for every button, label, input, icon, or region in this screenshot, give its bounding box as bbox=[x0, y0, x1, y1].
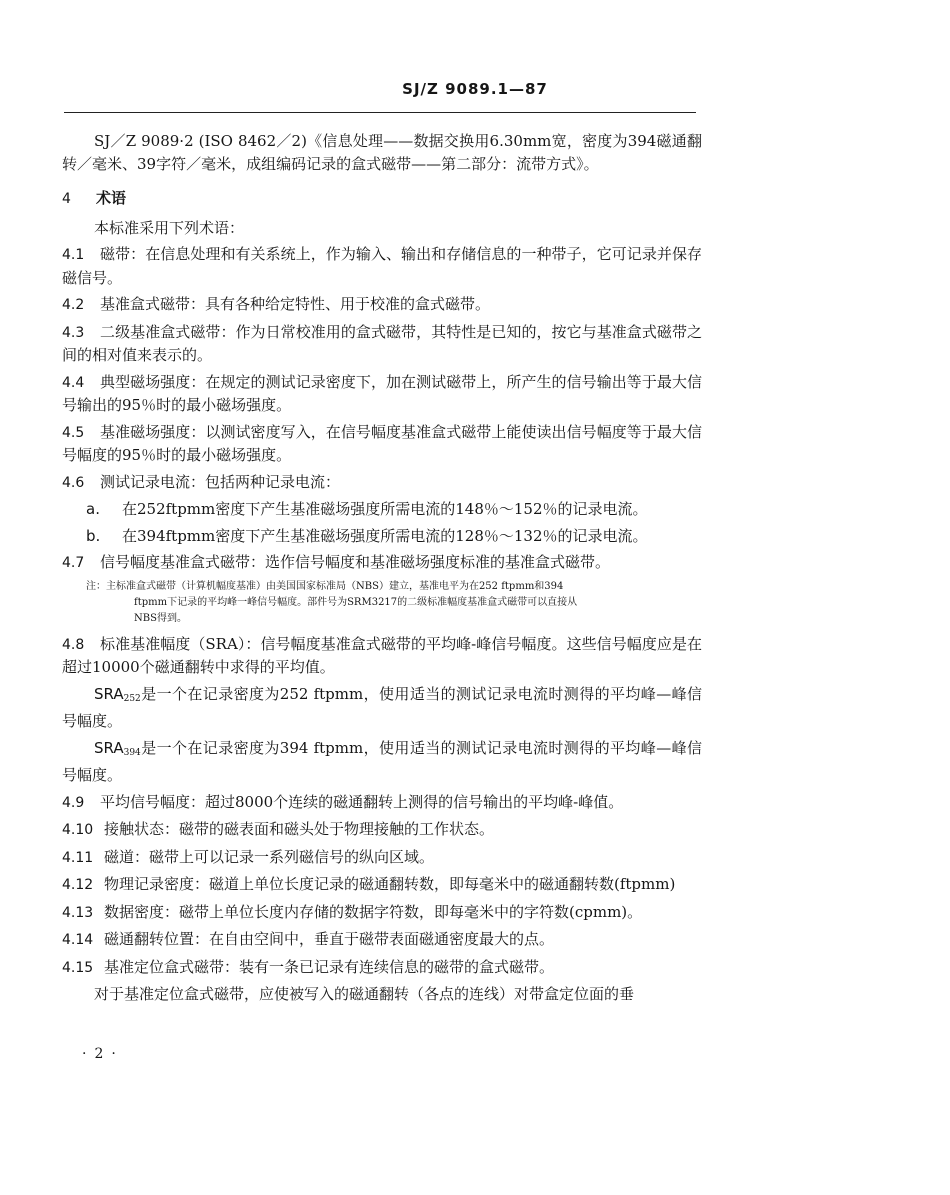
term-number: 4.11 bbox=[62, 849, 94, 866]
term-number: 4.12 bbox=[62, 877, 94, 893]
term-4-5 bbox=[62, 421, 702, 467]
sra-subscript: 252 bbox=[123, 693, 141, 704]
sra-text: 是一个在记录密度为252 ftpmm，使用适当的测试记录电流时测得的平均峰—峰信号幅度。 bbox=[62, 684, 702, 730]
intro-paragraph: SJ／Z 9089·2 (ISO 8462／2)《信息处理——数据交换用6.30mm宽，密度为394磁通翻转／毫米、39字符／毫米，成组编码记录的盒式磁带——第二部分：流带方式》。 bbox=[62, 132, 702, 173]
term-text: 物理记录密度：磁道上单位长度记录的磁通翻转数，即每毫米中的磁通翻转数(ftpmm) bbox=[104, 875, 676, 893]
sra-symbol: SRA bbox=[94, 738, 124, 757]
term-text: 基准盒式磁带：具有各种给定特性、用于校准的盒式磁带。 bbox=[100, 295, 491, 313]
sra-symbol: SRA bbox=[94, 684, 124, 703]
term-4-8 bbox=[62, 633, 702, 679]
term-4-14 bbox=[62, 928, 702, 952]
sra-394-paragraph bbox=[62, 737, 702, 787]
term-text: 数据密度：磁带上单位长度内存储的数据字符数，即每毫米中的字符数(cpmm)。 bbox=[104, 902, 643, 921]
term-text: 二级基准盒式磁带：作为日常校准用的盒式磁带，其特性是已知的，按它与基准盒式磁带之间的相对值来表示的。 bbox=[62, 322, 702, 364]
section-number: 4 bbox=[62, 191, 71, 207]
term-number: 4.14 bbox=[62, 932, 94, 948]
term-number: 4.10 bbox=[62, 822, 94, 838]
note-4-7 bbox=[86, 579, 702, 627]
term-text: 基准磁场强度：以测试密度写入，在信号幅度基准盒式磁带上能使读出信号幅度等于最大信号幅度的95％时的最小磁场强度。 bbox=[62, 422, 702, 464]
term-number: 4.5 bbox=[62, 424, 85, 441]
sra-subscript: 394 bbox=[123, 747, 141, 758]
term-number: 4.1 bbox=[62, 247, 85, 263]
note-line-1: 主标准盒式磁带（计算机幅度基准）由美国国家标准局（NBS）建立，基准电平为在252 ftpmm和394 bbox=[106, 580, 564, 592]
term-number: 4.2 bbox=[62, 297, 85, 313]
term-text: 平均信号幅度：超过8000个连续的磁通翻转上测得的信号输出的平均峰-峰值。 bbox=[100, 792, 624, 811]
term-text: 磁通翻转位置：在自由空间中，垂直于磁带表面磁通密度最大的点。 bbox=[104, 930, 555, 948]
sra-252-paragraph bbox=[62, 683, 702, 733]
term-text: 典型磁场强度：在规定的测试记录密度下，加在测试磁带上，所产生的信号输出等于最大信号输出的95％时的最小磁场强度。 bbox=[62, 372, 702, 414]
term-4-2 bbox=[62, 293, 702, 317]
document-body bbox=[62, 130, 702, 1010]
sub-item-text: 在252ftpmm密度下产生基准磁场强度所需电流的148％～152％的记录电流。 bbox=[122, 500, 648, 518]
continuation-paragraph: 对于基准定位盒式磁带，应使被写入的磁通翻转（各点的连线）对带盒定位面的垂 bbox=[94, 985, 635, 1003]
term-text: 磁道：磁带上可以记录一系列磁信号的纵向区域。 bbox=[104, 847, 435, 866]
term-4-13 bbox=[62, 901, 702, 925]
term-text: 磁带：在信息处理和有关系统上，作为输入、输出和存储信息的一种带子，它可记录并保存磁信号。 bbox=[62, 245, 702, 287]
term-text: 基准定位盒式磁带：装有一条已记录有连续信息的磁带的盒式磁带。 bbox=[104, 957, 555, 976]
note-line-3: NBS得到。 bbox=[134, 612, 187, 624]
section-4-heading bbox=[62, 187, 702, 211]
standard-code-header: SJ/Z 9089.1—87 bbox=[402, 80, 548, 98]
header-rule bbox=[64, 112, 696, 113]
term-4-6-b bbox=[86, 525, 702, 548]
term-text: 测试记录电流：包括两种记录电流： bbox=[100, 472, 341, 491]
sra-text: 是一个在记录密度为394 ftpmm，使用适当的测试记录电流时测得的平均峰—峰信号幅度。 bbox=[62, 738, 702, 784]
term-text: 信号幅度基准盒式磁带：选作信号幅度和基准磁场强度标准的基准盒式磁带。 bbox=[100, 553, 611, 571]
term-4-1 bbox=[62, 243, 702, 289]
page-number: ·2· bbox=[82, 1046, 124, 1062]
term-4-12 bbox=[62, 873, 702, 897]
term-text: 标准基准幅度（SRA）：信号幅度基准盒式磁带的平均峰-峰信号幅度。这些信号幅度应是在超过10000个磁通翻转中求得的平均值。 bbox=[62, 634, 702, 676]
term-4-11 bbox=[62, 846, 702, 870]
term-number: 4.6 bbox=[62, 474, 85, 491]
term-4-9 bbox=[62, 791, 702, 815]
term-number: 4.13 bbox=[62, 904, 94, 921]
sub-item-label: b. bbox=[86, 526, 101, 545]
term-number: 4.8 bbox=[62, 636, 85, 653]
term-number: 4.3 bbox=[62, 324, 85, 341]
term-number: 4.9 bbox=[62, 794, 85, 811]
note-label: 注： bbox=[86, 580, 106, 592]
term-4-3 bbox=[62, 321, 702, 367]
note-line-2: ftpmm下记录的平均峰一峰信号幅度。部件号为SRM3217的二级标准幅度基准盒式磁带可以直接从 bbox=[134, 596, 578, 608]
section-lead: 本标准采用下列术语： bbox=[94, 218, 245, 237]
term-4-7 bbox=[62, 551, 702, 575]
term-number: 4.7 bbox=[62, 555, 85, 571]
term-number: 4.4 bbox=[62, 374, 85, 391]
term-4-6 bbox=[62, 471, 702, 495]
term-number: 4.15 bbox=[62, 959, 94, 976]
term-4-15 bbox=[62, 956, 702, 980]
term-4-6-a bbox=[86, 498, 702, 521]
term-4-4 bbox=[62, 371, 702, 417]
sub-item-text: 在394ftpmm密度下产生基准磁场强度所需电流的128％～132％的记录电流。 bbox=[122, 526, 648, 545]
section-title: 术语 bbox=[96, 189, 127, 207]
term-4-10 bbox=[62, 818, 702, 842]
sub-item-label: a. bbox=[86, 500, 100, 518]
term-text: 接触状态：磁带的磁表面和磁头处于物理接触的工作状态。 bbox=[104, 820, 495, 838]
